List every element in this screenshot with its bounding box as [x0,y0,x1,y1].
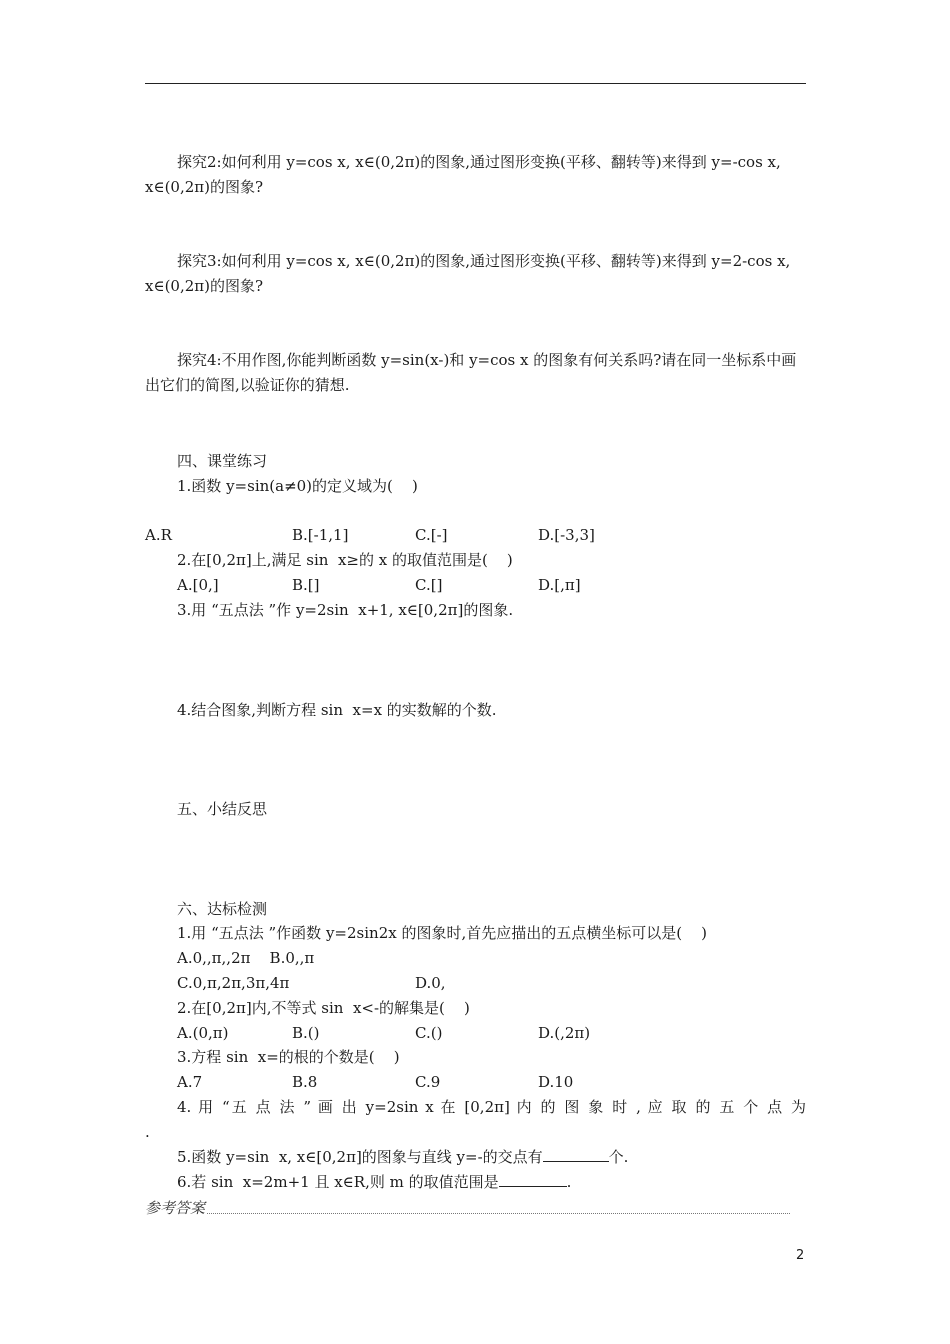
practice-q2-opt-c: C.[] [415,576,443,594]
test-q3-opt-a: A.7 [177,1073,203,1091]
summary-heading: 五、小结反思 [177,800,268,818]
page-number: 2 [796,1248,805,1263]
explore-4: 探究4:不用作图,你能判断函数 y=sin(x-)和 y=cos x 的图象有何关系吗?请在同一坐标系中画出它们的简图,以验证你的猜想. [145,351,797,394]
practice-q2: 2.在[0,2π]上,满足 sin x≥的 x 的取值范围是( ) [177,551,513,569]
test-q5-blank[interactable] [543,1147,609,1162]
test-q2-opt-c: C.() [415,1024,443,1042]
test-q5-text: 5.函数 y=sin x, x∈[0,2π]的图象与直线 y=-的交点有 [177,1148,543,1166]
test-q2-opt-d: D.(,2π) [538,1024,591,1042]
test-q2: 2.在[0,2π]内,不等式 sin x<-的解集是( ) [177,999,470,1017]
test-heading: 六、达标检测 [177,900,268,918]
test-q6-text: 6.若 sin x=2m+1 且 x∈R,则 m 的取值范围是 [177,1173,499,1191]
test-q5-suffix: 个. [608,1148,629,1166]
test-q3-opt-d: D.10 [538,1073,574,1091]
practice-q4: 4.结合图象,判断方程 sin x=x 的实数解的个数. [177,701,497,719]
test-q3-opt-c: C.9 [415,1073,441,1091]
test-q4: 4. 用 “五 点 法 ” 画 出 y=2sin x 在 [0,2π] 内 的 图 象 时 , 应 取 的 五 个 点 为 [177,1098,806,1116]
practice-q2-opt-b: B.[] [292,576,320,594]
header-rule [145,83,806,84]
practice-q1-opt-d: D.[-3,3] [538,526,595,544]
test-q2-opt-a: A.(0,π) [177,1024,229,1042]
practice-q1: 1.函数 y=sin(a≠0)的定义域为( ) [177,477,418,495]
test-q6 [177,1172,571,1192]
explore-3: 探究3:如何利用 y=cos x, x∈(0,2π)的图象,通过图形变换(平移、翻转等)来得到 y=2-cos x, x∈(0,2π)的图象? [145,252,791,295]
practice-q1-opt-b: B.[-1,1] [292,526,349,544]
test-q1: 1.用 “五点法 ”作函数 y=2sin2x 的图象时,首先应描出的五点横坐标可以是( ) [177,924,708,942]
practice-heading: 四、课堂练习 [177,452,268,470]
test-q2-opt-b: B.() [292,1024,320,1042]
practice-q3: 3.用 “五点法 ”作 y=2sin x+1, x∈[0,2π]的图象. [177,601,514,619]
practice-q2-opt-d: D.[,π] [538,576,581,594]
dotted-leader [207,1213,790,1214]
test-q6-blank[interactable] [499,1172,567,1187]
reference-answers [145,1198,790,1218]
practice-q1-opt-a: A.R [145,526,172,544]
explore-2: 探究2:如何利用 y=cos x, x∈(0,2π)的图象,通过图形变换(平移、翻转等)来得到 y=-cos x, x∈(0,2π)的图象? [145,153,781,196]
test-q1-opt-c: C.0,π,2π,3π,4π [177,974,290,992]
test-q1-opt-d: D.0, [415,974,446,992]
test-q5 [177,1147,628,1167]
practice-q2-opt-a: A.[0,] [177,576,219,594]
test-q1-options-ab: A.0,,π,,2π B.0,,π [177,949,315,967]
test-q3-opt-b: B.8 [292,1073,318,1091]
test-q3: 3.方程 sin x=的根的个数是( ) [177,1048,400,1066]
reference-answers-label: 参考答案 [145,1199,206,1217]
test-q6-suffix: . [566,1173,572,1191]
test-q4-end: . [145,1123,150,1141]
practice-q1-opt-c: C.[-] [415,526,448,544]
